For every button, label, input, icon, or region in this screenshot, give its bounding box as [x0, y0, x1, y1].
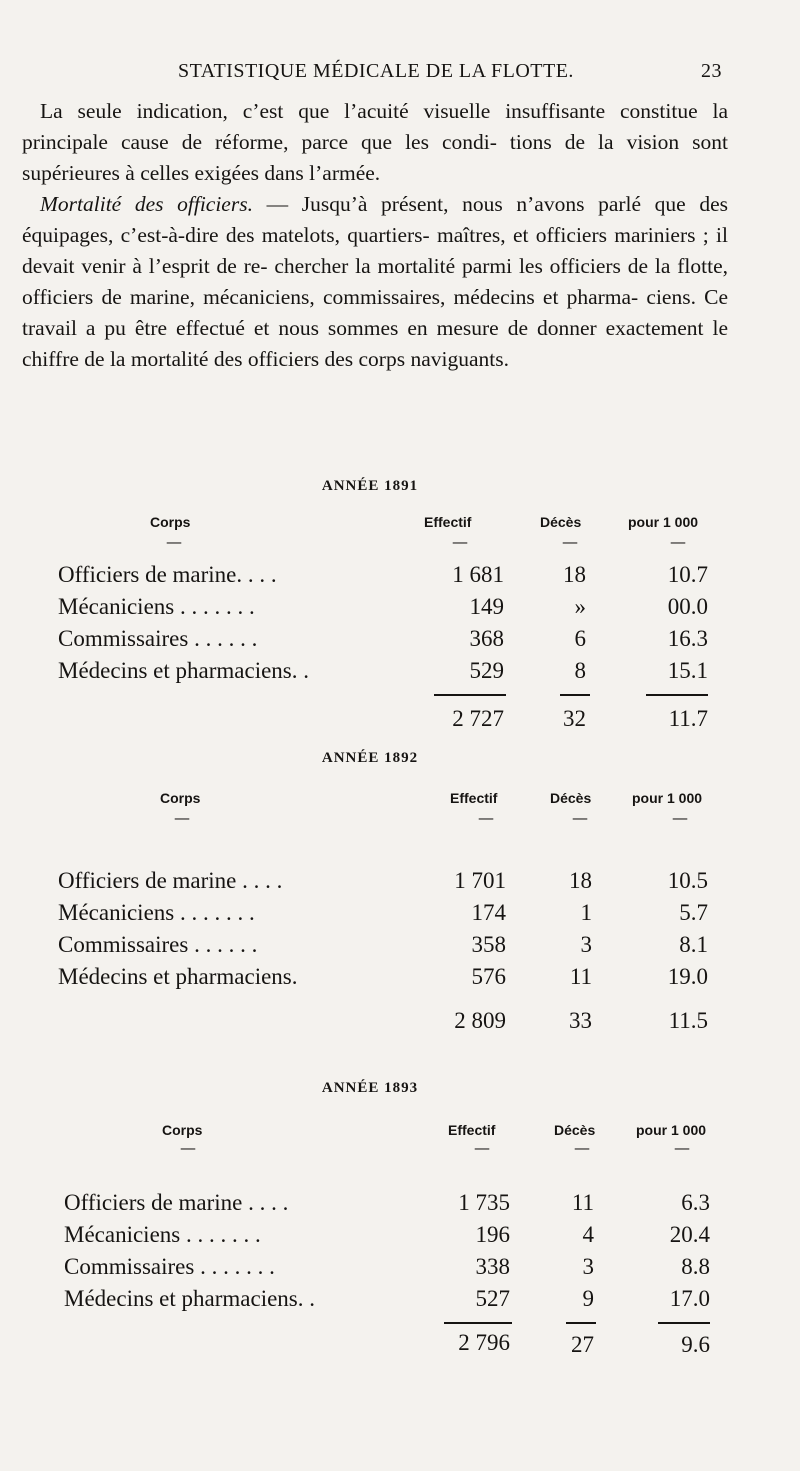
table-row: [0, 964, 800, 998]
col-head-pour: pour 1 000: [632, 790, 703, 806]
col-head-effectif: Effectif: [424, 514, 472, 530]
row-pour: 00.0: [667, 594, 708, 619]
table-row: [0, 1222, 800, 1256]
row-deces: 4: [582, 1222, 594, 1247]
row-corps: Mécaniciens . . . . . . .: [64, 1222, 261, 1247]
row-pour: 8.1: [679, 932, 708, 957]
dash: —: [562, 532, 578, 551]
row-effectif: 149: [469, 594, 504, 619]
col-head-corps: Corps: [162, 1122, 203, 1138]
row-deces: 18: [569, 868, 592, 893]
section-lead: Mortalité des officiers.: [40, 192, 253, 216]
total-pour: 9.6: [681, 1332, 710, 1357]
table-row: [0, 868, 800, 902]
row-pour: 10.5: [667, 868, 708, 893]
row-deces: 8: [574, 658, 586, 683]
total-effectif: 2 809: [454, 1008, 506, 1033]
paragraph-1: [22, 96, 728, 189]
dash: —: [574, 1138, 590, 1157]
row-effectif: 358: [471, 932, 506, 957]
table-title: ANNÉE 1891: [321, 478, 419, 494]
row-effectif: 338: [475, 1254, 510, 1279]
dash: —: [478, 808, 494, 827]
row-effectif: 368: [469, 626, 504, 651]
col-head-deces: Décès: [554, 1122, 596, 1138]
total-effectif: 2 796: [458, 1330, 510, 1355]
table-title: ANNÉE 1892: [321, 750, 419, 766]
dash: —: [452, 532, 468, 551]
row-corps: Commissaires . . . . . .: [58, 932, 258, 957]
dash: —: [572, 808, 588, 827]
row-deces: 9: [582, 1286, 594, 1311]
row-pour: 8.8: [681, 1254, 710, 1279]
dash: —: [180, 1138, 196, 1157]
dash: —: [474, 1138, 490, 1157]
table-row: [0, 900, 800, 934]
row-deces: 6: [574, 626, 586, 651]
total-rule: [560, 694, 590, 696]
running-head: [0, 60, 800, 86]
dash: —: [174, 808, 190, 827]
row-pour: 5.7: [679, 900, 708, 925]
col-head-pour: pour 1 000: [628, 514, 699, 530]
row-deces: 3: [582, 1254, 594, 1279]
total-effectif: 2 727: [452, 706, 504, 731]
table-row: [0, 1286, 800, 1320]
table-row: [0, 562, 800, 596]
row-corps: Commissaires . . . . . . .: [64, 1254, 275, 1279]
text-line: maîtres, et officiers mariniers ; il devait venir à l’esprit de re-: [22, 223, 729, 278]
table-row: [0, 626, 800, 660]
total-deces: 27: [571, 1332, 594, 1357]
row-corps: Officiers de marine . . . .: [64, 1190, 289, 1215]
row-effectif: 174: [471, 900, 506, 925]
dash: —: [670, 532, 686, 551]
row-effectif: 1 735: [458, 1190, 510, 1215]
row-pour: 15.1: [667, 658, 708, 683]
col-head-effectif: Effectif: [450, 790, 498, 806]
row-corps: Mécaniciens . . . . . . .: [58, 594, 255, 619]
row-deces: »: [574, 594, 586, 619]
text-line: de donner exactement le chiffre de la mortalité des officiers des: [22, 316, 728, 371]
dash: —: [672, 808, 688, 827]
row-corps: Médecins et pharmaciens.: [58, 964, 298, 989]
row-corps: Officiers de marine . . . .: [58, 868, 283, 893]
total-rule: [444, 1322, 512, 1324]
row-deces: 1: [580, 900, 592, 925]
table-title: ANNÉE 1893: [321, 1080, 419, 1096]
row-deces: 18: [563, 562, 586, 587]
table-row: [0, 658, 800, 692]
col-head-deces: Décès: [540, 514, 582, 530]
row-corps: Médecins et pharmaciens. .: [58, 658, 309, 683]
row-effectif: 576: [471, 964, 506, 989]
total-pour: 11.7: [668, 706, 708, 731]
row-deces: 11: [571, 1190, 594, 1215]
row-corps: Médecins et pharmaciens. .: [64, 1286, 315, 1311]
row-deces: 11: [569, 964, 592, 989]
body-text: [22, 96, 728, 375]
total-rule: [434, 694, 506, 696]
table-row: [0, 1254, 800, 1288]
total-pour: 11.5: [668, 1008, 708, 1033]
row-corps: Mécaniciens . . . . . . .: [58, 900, 255, 925]
total-rule: [566, 1322, 596, 1324]
row-pour: 20.4: [669, 1222, 710, 1247]
col-head-deces: Décès: [550, 790, 592, 806]
text-line: constitue la principale cause de réforme, parce que les condi-: [22, 99, 729, 154]
row-corps: Commissaires . . . . . .: [58, 626, 258, 651]
text-line: ciens. Ce travail a pu être effectué et nous sommes en mesure: [22, 285, 729, 340]
table-row: [0, 594, 800, 628]
row-effectif: 529: [469, 658, 504, 683]
row-pour: 6.3: [681, 1190, 710, 1215]
col-head-pour: pour 1 000: [636, 1122, 707, 1138]
table-row: [0, 932, 800, 966]
row-corps: Officiers de marine. . . .: [58, 562, 277, 587]
col-head-effectif: Effectif: [448, 1122, 496, 1138]
row-pour: 17.0: [669, 1286, 710, 1311]
row-effectif: 527: [475, 1286, 510, 1311]
col-head-corps: Corps: [150, 514, 191, 530]
row-pour: 19.0: [667, 964, 708, 989]
table-row: [0, 1190, 800, 1224]
text-line: chercher la mortalité parmi les officiers de la flotte, officiers: [22, 254, 728, 309]
text-line: de marine, mécaniciens, commissaires, médecins et pharma-: [101, 285, 639, 309]
dash: —: [674, 1138, 690, 1157]
page-number: 23: [701, 60, 722, 82]
row-pour: 10.7: [667, 562, 708, 587]
row-effectif: 1 681: [452, 562, 504, 587]
text-line: corps naviguants.: [358, 347, 509, 371]
row-effectif: 196: [475, 1222, 510, 1247]
total-rule: [658, 1322, 710, 1324]
total-deces: 33: [569, 1008, 592, 1033]
text-line: parlé que des équipages, c’est-à-dire des matelots, quartiers-: [22, 192, 729, 247]
paragraph-2: [22, 189, 728, 375]
dash: —: [166, 532, 182, 551]
text-line: tions de la vision sont supérieures à celles exigées dans l’armée.: [22, 130, 728, 185]
text-line: La seule indication, c’est que l’acuité visuelle insuffisante: [40, 99, 606, 123]
total-rule: [646, 694, 708, 696]
running-head-title: STATISTIQUE MÉDICALE DE LA FLOTTE.: [178, 60, 574, 82]
total-deces: 32: [563, 706, 586, 731]
col-head-corps: Corps: [160, 790, 201, 806]
row-pour: 16.3: [667, 626, 708, 651]
row-deces: 3: [580, 932, 592, 957]
row-effectif: 1 701: [454, 868, 506, 893]
text-line: — Jusqu’à présent, nous n’avons: [252, 192, 585, 216]
